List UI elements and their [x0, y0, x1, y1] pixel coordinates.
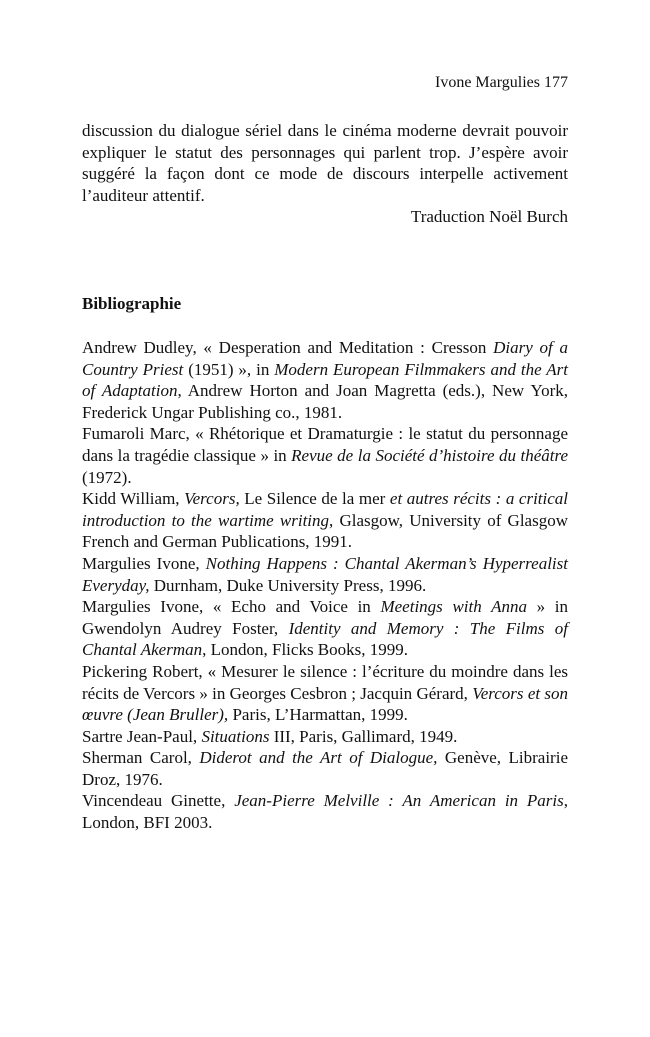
entry-text: Andrew Dudley, « Desperation and Meditation : Cresson: [82, 338, 494, 357]
bibliography-entry: [82, 337, 568, 423]
entry-text: Pickering Robert, « Mesurer le silence : l’écriture du moindre dans les récits de Vercors » in Georges Cesbron ; Jacquin Gérard,: [82, 661, 568, 703]
bibliography-entry: [82, 488, 568, 553]
entry-text: III, Paris, Gallimard, 1949.: [269, 726, 458, 746]
entry-title-italic: Vercors,: [184, 489, 240, 509]
entry-title-italic: Revue de la Société d’histoire du théâtre: [291, 445, 568, 465]
bibliography-entry: [82, 661, 568, 726]
entry-text: , London, BFI 2003.: [82, 791, 569, 833]
entry-text: » in Gwendolyn Audrey Foster,: [82, 597, 569, 638]
entry-text: (1951) », in: [183, 359, 275, 379]
bibliography-entry: [82, 790, 568, 833]
bibliography-entry: [82, 423, 568, 488]
entry-title-italic: Diary of a Country Priest: [82, 338, 568, 379]
entry-title-italic: Diderot and the Art of Dialogue,: [199, 748, 438, 768]
entry-text: Margulies Ivone, « Echo and Voice in: [82, 597, 381, 617]
entry-text: Vincendeau Ginette,: [82, 791, 235, 811]
entry-text: Sartre Jean-Paul,: [82, 726, 202, 746]
paragraph-text: discussion du dialogue sériel dans le cinéma moderne devrait pouvoir expliquer le statut des personnages qui parlent trop. J’espère avoir suggéré la façon dont ce mode de discours interpelle activement l’auditeur attentif.: [82, 121, 568, 205]
entry-text: (1972).: [82, 467, 132, 487]
entry-text: , Andrew Horton and Joan Magretta (eds.), New York, Frederick Ungar Publishing co., 1981.: [82, 381, 568, 422]
entry-title-italic: Modern European Filmmakers and the Art of Adaptation: [82, 359, 568, 401]
bibliography-entry: [82, 726, 568, 748]
entry-text: Paris, L’Harmattan, 1999.: [228, 705, 408, 725]
entry-text: , London, Flicks Books, 1999.: [202, 640, 409, 660]
entry-title-italic: Jean-Pierre Melville : An American in Paris: [234, 791, 564, 811]
closing-paragraph: [82, 120, 568, 228]
entry-text: Kidd William,: [82, 489, 185, 509]
entry-text: Le Silence de la mer: [239, 489, 390, 509]
entry-title-italic: Nothing Happens : Chantal Akerman’s Hyperrealist Everyday,: [82, 553, 568, 595]
entry-text: Durnham, Duke University Press, 1996.: [149, 575, 427, 595]
running-header: Ivone Margulies 177: [434, 74, 568, 91]
bibliography-entry: [82, 747, 568, 790]
bibliography-entry: [82, 596, 568, 661]
translator-credit: Traduction Noël Burch: [410, 207, 568, 226]
bibliography-entry: [82, 553, 568, 596]
entry-title-italic: Vercors et son œuvre (Jean Bruller),: [82, 683, 568, 725]
entry-text: Fumaroli Marc, « Rhétorique et Dramaturgie : le statut du personnage dans la tragédie classique » in: [82, 424, 568, 465]
entry-title-italic: Situations: [201, 726, 270, 746]
entry-title-italic: Meetings with Anna: [380, 597, 527, 617]
entry-text: Sherman Carol,: [82, 748, 200, 768]
entry-title-italic: et autres récits : a critical introduction to the wartime writing: [82, 489, 569, 530]
bibliography-list: [82, 337, 568, 834]
entry-title-italic: Identity and Memory : The Films of Chantal Akerman: [82, 618, 568, 660]
bibliography-heading: Bibliographie: [82, 294, 182, 313]
entry-text: , Glasgow, University of Glasgow French and German Publications, 1991.: [82, 510, 568, 552]
entry-text: Genève, Librairie Droz, 1976.: [82, 748, 568, 789]
entry-text: Margulies Ivone,: [82, 553, 206, 573]
